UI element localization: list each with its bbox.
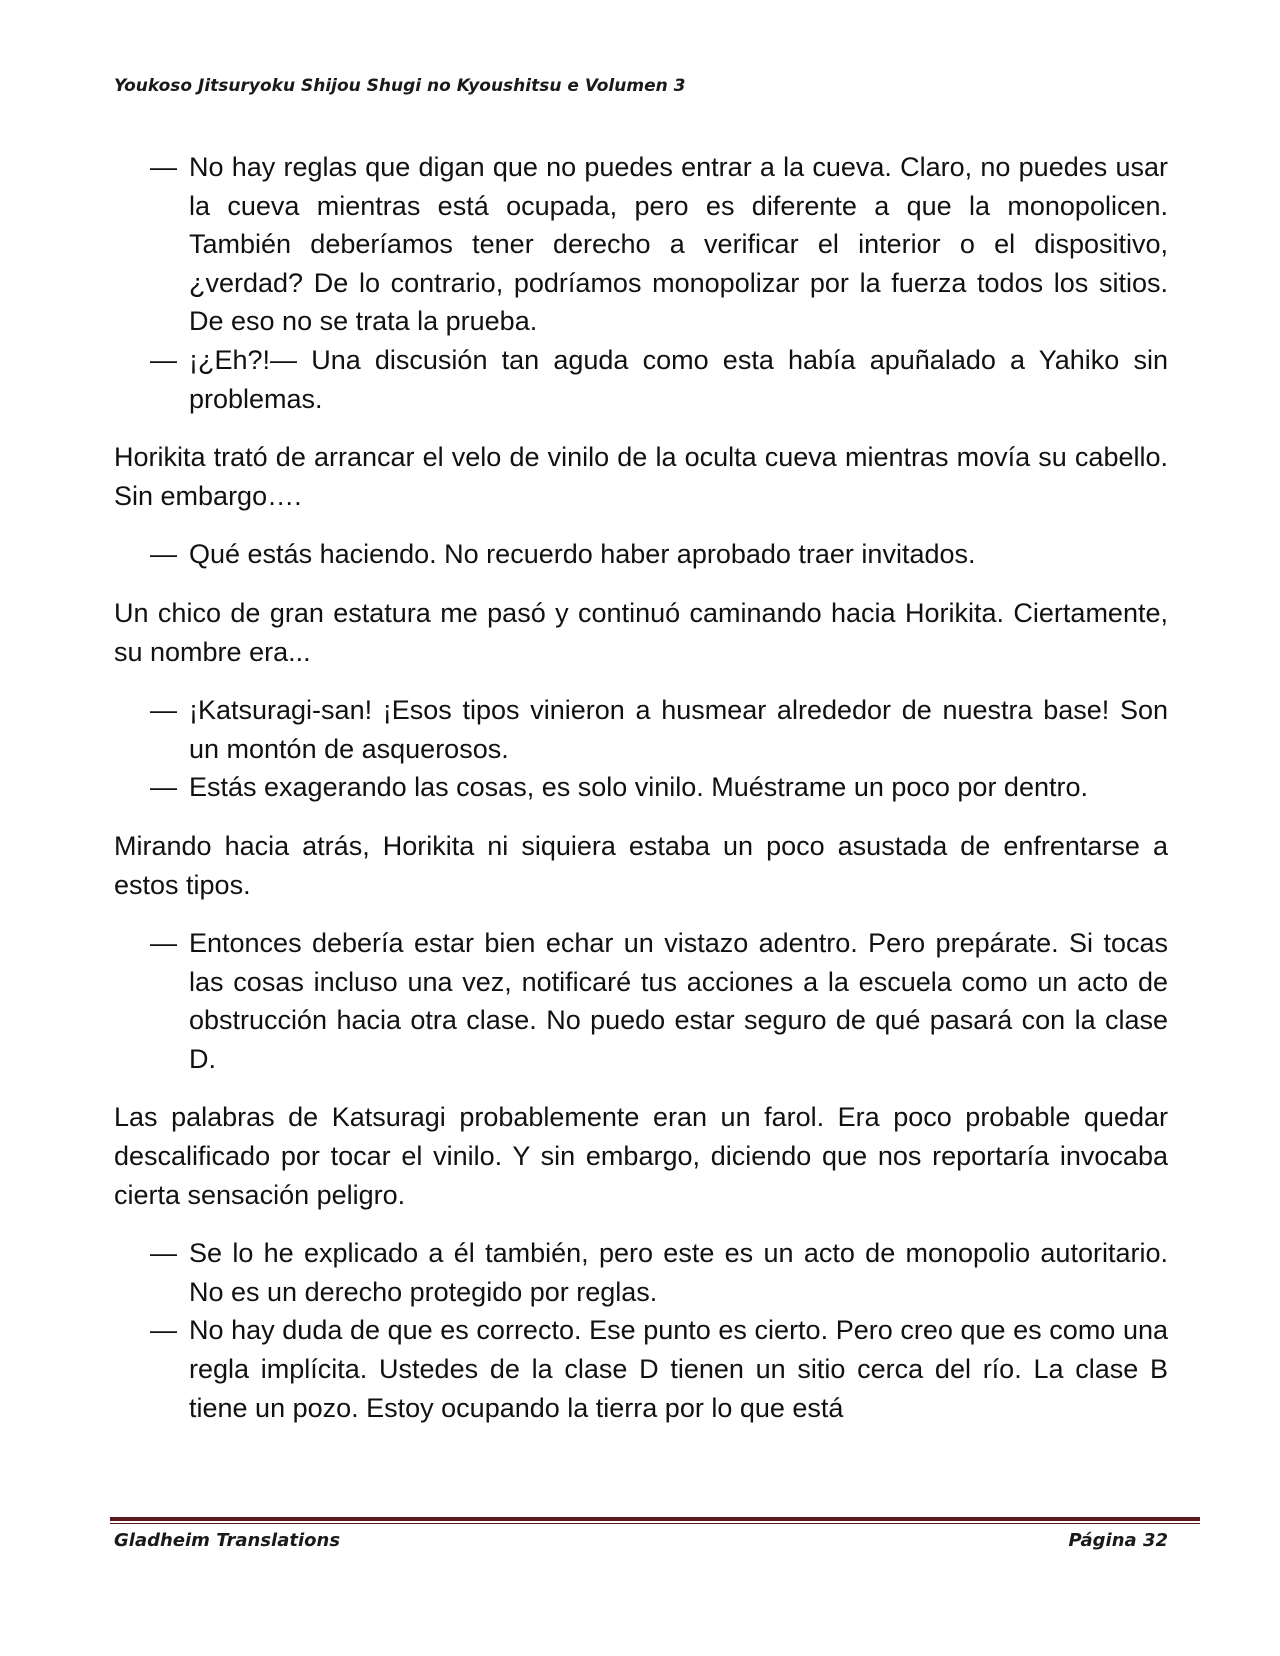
dialog-line xyxy=(114,148,1168,341)
dialog-text: ¡Katsuragi-san! ¡Esos tipos vinieron a husmear alrededor de nuestra base! Son un montón de asquerosos. xyxy=(189,695,1168,764)
em-dash: — xyxy=(150,928,177,959)
dialog-line xyxy=(114,924,1168,1078)
dialog-line xyxy=(114,535,1168,574)
dialog-line xyxy=(114,341,1168,418)
dialog-group xyxy=(114,535,1168,574)
page-number: Página 32 xyxy=(1068,1530,1168,1551)
dialog-text: No hay duda de que es correcto. Ese punto es cierto. Pero creo que es como una regla implícita. Ustedes de la clase D tienen un sitio cerca del río. La clase B tiene un pozo. Estoy ocupando la tierra por lo que está xyxy=(189,1315,1168,1423)
em-dash: — xyxy=(150,1238,177,1269)
dialog-text: Entonces debería estar bien echar un vistazo adentro. Pero prepárate. Si tocas las cosas incluso una vez, notificaré tus acciones a la escuela como un acto de obstrucción hacia otra clase. No puedo estar seguro de qué pasará con la clase D. xyxy=(189,928,1168,1074)
dialog-group xyxy=(114,924,1168,1078)
narrative-paragraph: Mirando hacia atrás, Horikita ni siquiera estaba un poco asustada de enfrentarse a estos tipos. xyxy=(114,830,1168,900)
em-dash: — xyxy=(150,539,177,570)
footer-divider xyxy=(110,1517,1200,1527)
em-dash: — xyxy=(150,1315,177,1346)
narrative-paragraph: Horikita trató de arrancar el velo de vinilo de la oculta cueva mientras movía su cabello. Sin embargo…. xyxy=(114,442,1168,511)
dialog-line xyxy=(114,1311,1168,1427)
page-body xyxy=(114,148,1168,1447)
page-header-title: Youkoso Jitsuryoku Shijou Shugi no Kyoushitsu e Volumen 3 xyxy=(114,76,686,96)
em-dash: — xyxy=(150,772,177,803)
dialog-group xyxy=(114,148,1168,418)
dialog-line xyxy=(114,691,1168,768)
em-dash: — xyxy=(150,344,177,375)
em-dash: — xyxy=(150,152,177,182)
footer-translator: Gladheim Translations xyxy=(114,1530,341,1551)
dialog-text: ¡¿Eh?!— Una discusión tan aguda como esta había apuñalado a Yahiko sin problemas. xyxy=(189,344,1168,414)
dialog-line xyxy=(114,768,1168,807)
dialog-text: Se lo he explicado a él también, pero este es un acto de monopolio autoritario. No es un derecho protegido por reglas. xyxy=(189,1238,1168,1307)
em-dash: — xyxy=(150,695,177,726)
narrative-paragraph: Un chico de gran estatura me pasó y continuó caminando hacia Horikita. Ciertamente, su nombre era... xyxy=(114,597,1168,667)
dialog-group xyxy=(114,691,1168,807)
dialog-line xyxy=(114,1234,1168,1311)
narrative-paragraph: Las palabras de Katsuragi probablemente eran un farol. Era poco probable quedar descalificado por tocar el vinilo. Y sin embargo, diciendo que nos reportaría invocaba cierta sensación peligro. xyxy=(114,1102,1168,1210)
dialog-group xyxy=(114,1234,1168,1427)
dialog-text: Qué estás haciendo. No recuerdo haber aprobado traer invitados. xyxy=(189,539,976,570)
dialog-text: No hay reglas que digan que no puedes entrar a la cueva. Claro, no puedes usar la cueva mientras está ocupada, pero es diferente a que la monopolicen. También deberíamos tener derecho a verificar el interior o el dispositivo, ¿verdad? De lo contrario, podríamos monopolizar por la fuerza todos los sitios. De eso no se trata la prueba. xyxy=(189,152,1168,337)
dialog-text: Estás exagerando las cosas, es solo vinilo. Muéstrame un poco por dentro. xyxy=(189,772,1088,803)
